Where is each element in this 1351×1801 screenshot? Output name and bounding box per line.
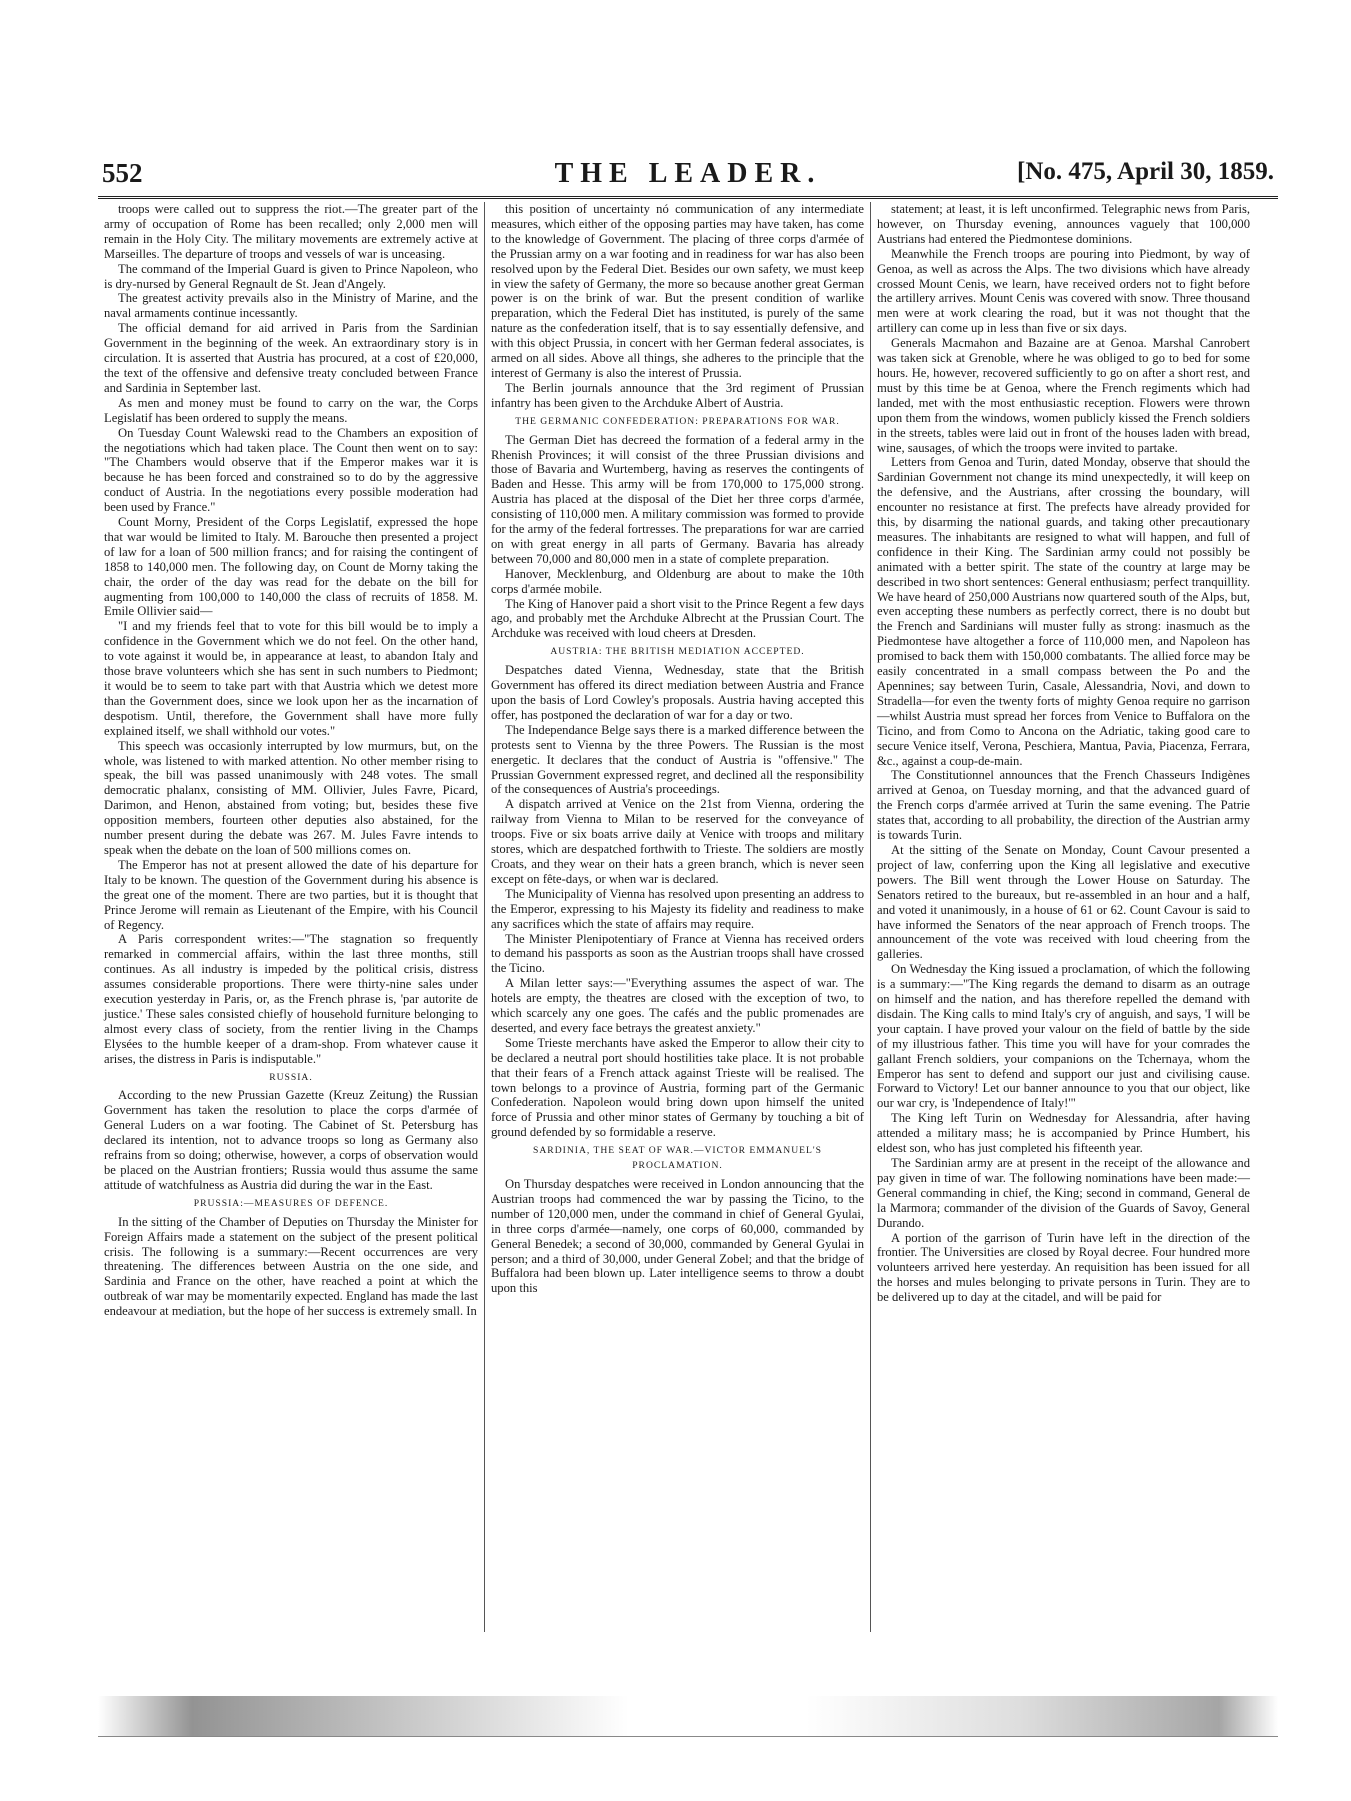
paragraph: Hanover, Mecklenburg, and Oldenburg are about to make the 10th corps d'armée mobile. [491,566,864,596]
paragraph: Some Trieste merchants have asked the Emperor to allow their city to be declared a neutral port should hostilities take place. It is not probable that their fears of a French attack against Trieste will be realised. The town belongs to a province of Austria, forming part of the Germanic Confederation. Napoleon would bring down upon himself the united force of Prussia and other minor states of Germany by touching a bit of ground defended by so formidable a reserve. [491,1035,864,1140]
issue-date: [No. 475, April 30, 1859. [1017,158,1274,185]
paragraph: The Sardinian army are at present in the receipt of the allowance and pay given in time of war. The following nominations have been made:—General commanding in chief, the King; second in command, General de la Marmora; commander of the division of the Guards of Savoy, General Durando. [877,1156,1250,1230]
section-heading-russia: RUSSIA. [269,1071,313,1083]
newspaper-page [98,0,1278,1801]
columns [98,202,1278,1632]
paragraph: On Tuesday Count Walewski read to the Chambers an exposition of the negotiations which had taken place. The Count then went on to say: "The Chambers would observe that if the Emperor makes war it is because he has been forced and constrained so to do by the aggressive conduct of Austria. In the negotiations every possible moderation had been used by France." [104,425,478,515]
paragraph: A dispatch arrived at Venice on the 21st from Vienna, ordering the railway from Vienna to Milan to be reserved for the conveyance of troops. Five or six boats arrive daily at Venice with troops and military stores, which are despatched forthwith to Trieste. The soldiers are mostly Croats, and they wear on their hats a green branch, which is never seen except on fête-days, or when war is declared. [491,797,864,886]
section-heading-prussia: PRUSSIA:—MEASURES OF DEFENCE. [193,1197,389,1209]
header-rule [98,196,1278,199]
paragraph: troops were called out to suppress the riot.—The greater part of the army of occupation of Rome has been recalled; only 2,000 men will remain in the Holy City. The military movements are extremely active at Marseilles. The departure of troops and vessels of war is unceasing. [104,202,478,261]
section-heading-sardinia: SARDINIA, THE SEAT OF WAR.—VICTOR EMMANUEL'S PROCLAMATION. [533,1145,822,1172]
paragraph: In the sitting of the Chamber of Deputies on Thursday the Minister for Foreign Affairs made a statement on the subject of the present political crisis. The following is a summary:—Recent occurrences are very threatening. The differences between Austria on the one side, and Sardinia and France on the other, have reached a point at which the outbreak of war may be momentarily expected. England has made the last endeavour at mediation, but the hope of her success is extremely small. In [104,1214,478,1319]
paragraph: The Constitutionnel announces that the French Chasseurs Indigènes arrived at Genoa, on Tuesday morning, and that the advanced guard of the French corps d'armée arrived at Turin the same evening. The Patrie states that, according to all probability, the direction of the Austrian army is towards Turin. [877,768,1250,843]
paragraph: Count Morny, President of the Corps Legislatif, expressed the hope that war would be limited to Italy. M. Barouche then presented a project of law for a loan of 500 million francs; and for raising the contingent of 1858 to 140,000 men. The following day, on Count de Morny taking the chair, the order of the day was read for the debate on the bill for augmenting from 100,000 to 140,000 the class of recruits of 1858. M. Emile Ollivier said— [104,515,478,619]
column-1 [98,202,484,1632]
paragraph: The Minister Plenipotentiary of France at Vienna has received orders to demand his passports as soon as the Austrian troops shall have crossed the Ticino. [491,931,864,976]
paragraph: The German Diet has decreed the formation of a federal army in the Rhenish Provinces; it will consist of the three Prussian divisions and those of Bavaria and Wurtemberg, having as reserves the contingents of Baden and Hesse. This army will be from 170,000 to 175,000 strong. Austria has placed at the disposal of the Diet her three corps d'armée, consisting of 110,000 men. A military commission was formed to provide for the army of the federal fortresses. The preparations for war are carried on with great energy in all parts of Germany. Bavaria has already between 70,000 and 80,000 men in a state of complete preparation. [491,432,864,566]
paragraph: On Thursday despatches were received in London announcing that the Austrian troops had commenced the war by passing the Ticino, to the number of 120,000 men, under the command in chief of General Gyulai, in three corps d'armée—namely, one corps of 60,000, commanded by General Benedek; a second of 30,000, commanded by General Gyulai in person; and a third of 30,000, under General Zobel; and that the bridge of Buffalora had been blown up. Later intelligence seems to throw a doubt upon this [491,1177,864,1296]
page-number: 552 [102,158,143,188]
paragraph: The command of the Imperial Guard is given to Prince Napoleon, who is dry-nursed by General Regnault de St. Jean d'Angely. [104,261,478,291]
paragraph: As men and money must be found to carry on the war, the Corps Legislatif has been ordered to supply the means. [104,395,478,425]
paragraph: this position of uncertainty nó communication of any intermediate measures, which either of the opposing parties may have taken, has come to the knowledge of Government. The placing of three corps d'armée of the Prussian army on a war footing and in readiness for war has also been resolved upon by the Federal Diet. Besides our own safety, we must keep in view the safety of Germany, the more so because another great German power is on the brink of war. But the present condition of warlike preparation, which the Federal Diet has instituted, is purely of the same nature as the confederation itself, that is to say essentially defensive, and with this object Prussia, in concert with her German federal associates, is armed on all sides. Above all things, she adheres to the principle that the interest of Germany is also the interest of Prussia. [491,202,864,380]
paragraph: At the sitting of the Senate on Monday, Count Cavour presented a project of law, conferring upon the King all legislative and executive powers. The Bill went through the Lower House on Saturday. The Senators retired to the bureaux, but re-assembled in an hour and a half, and voted it unanimously, in a house of 61 or 62. Count Cavour is said to have informed the Senators of the near approach of French troops. The announcement of the vote was received with loud cheering from the galleries. [877,842,1250,962]
paragraph: Generals Macmahon and Bazaine are at Genoa. Marshal Canrobert was taken sick at Grenoble, where he was obliged to go to bed for some hours. He, however, recovered sufficiently to go on after a short rest, and must by this time be at Genoa, where the French regiments which had landed, met with the most enthusiastic reception. Flowers were thrown upon them from the windows, women publicly kissed the French soldiers in the streets, tables were laid out in front of the houses laden with bread, wine, sausages, of which the troops were invited to partake. [877,336,1250,455]
paragraph: Meanwhile the French troops are pouring into Piedmont, by way of Genoa, as well as across the Alps. The two divisions which have already crossed Mount Cenis, we learn, have received orders not to fight before the artillery arrives. Mount Cenis was covered with snow. Three thousand men were at work clearing the road, but it was not thought that the artillery can come up in less than five or six days. [877,246,1250,336]
paragraph: The official demand for aid arrived in Paris from the Sardinian Government in the beginning of the week. An extraordinary story is in circulation. It is asserted that Austria has procured, at a cost of £20,000, the text of the offensive and defensive treaty concluded between France and Sardinia in September last. [104,321,478,395]
paragraph: The greatest activity prevails also in the Ministry of Marine, and the naval armaments continue incessantly. [104,291,478,321]
paragraph: Despatches dated Vienna, Wednesday, state that the British Government has offered its direct mediation between Austria and France upon the basis of Lord Cowley's proposals. Austria having accepted this offer, has postponed the declaration of war for a day or two. [491,663,864,722]
paragraph: "I and my friends feel that to vote for this bill would be to imply a confidence in the Government which we do not feel. On the other hand, to vote against it would be, in appearance at least, to abandon Italy and those brave volunteers which she has sent in such numbers to Piedmont; it would be to seem to take part with that Austria which we detest more than the Government does, since we look upon her as the incarnation of despotism. Until, therefore, the Government shall have more fully explained itself, we shall withhold our votes." [104,619,478,738]
paragraph: A portion of the garrison of Turin have left in the direction of the frontier. The Universities are closed by Royal decree. Four hundred more volunteers arrived here yesterday. An requisition has been issued for all the horses and mules belonging to private persons in Turin. They are to be delivered up to day at the citadel, and will be paid for [877,1230,1250,1305]
paragraph: This speech was occasionly interrupted by low murmurs, but, on the whole, was listened to with marked attention. No other member rising to speak, the bill was passed unanimously with 248 votes. The small democratic phalanx, consisting of MM. Ollivier, Jules Favre, Picard, Darimon, and Henon, abstained from voting; but, besides these five opposition members, fourteen other deputies also abstained, for the number present during the debate was 267. M. Jules Favre intends to speak when the debate on the loan of 500 millions comes on. [104,738,478,857]
paragraph: statement; at least, it is left unconfirmed. Telegraphic news from Paris, however, on Thursday evening, announces vaguely that 100,000 Austrians had entered the Piedmontese dominions. [877,202,1250,246]
paragraph: The King left Turin on Wednesday for Alessandria, after having attended a military mass; he is accompanied by Prince Humbert, his eldest son, who has just completed his fifteenth year. [877,1111,1250,1156]
paragraph: According to the new Prussian Gazette (Kreuz Zeitung) the Russian Government has taken the resolution to place the corps d'armée of General Luders on a war footing. The Cabinet of St. Petersburg has declared its intention, not to advance troops so long as Germany also refrains from so doing; otherwise, however, a corps of observation would be placed on the Austrian frontiers; Russia would thus assume the same attitude of watchfulness as Austria did during the war in the East. [104,1088,478,1192]
masthead [98,158,1278,200]
column-2 [484,202,870,1632]
paragraph: A Milan letter says:—"Everything assumes the aspect of war. The hotels are empty, the theatres are closed with the exception of two, to which scarcely any one goes. The cafés and the public promenades are deserted, and every face betrays the greatest anxiety." [491,976,864,1035]
paragraph: The Municipality of Vienna has resolved upon presenting an address to the Emperor, expressing to his Majesty its fidelity and readiness to make any sacrifices which the state of affairs may require. [491,886,864,931]
paragraph: The Emperor has not at present allowed the date of his departure for Italy to be known. The question of the Government during his absence is the great one of the moment. There are two parties, but it is thought that Prince Jerome will remain as Lieutenant of the Empire, with his Council of Regency. [104,857,478,932]
paragraph: The Berlin journals announce that the 3rd regiment of Prussian infantry has been given to the Archduke Albert of Austria. [491,380,864,410]
column-3 [870,202,1256,1632]
paragraph: Letters from Genoa and Turin, dated Monday, observe that should the Sardinian Government not change its mind unexpectedly, it will keep on the defensive, and the Austrians, after crossing the boundary, will encounter no resistance at first. The prefects have already provided for this, by disarming the national guards, and taking other precautionary measures. The inhabitants are resigned to what will happen, and full of confidence in their King. The Sardinian army could not possibly be animated with a better spirit. The state of the country at large may be described in two short sentences: General enthusiasm; perfect tranquillity. We have heard of 250,000 Austrians now quartered south of the Alps, but, even accepting these numbers as perfectly correct, there is no doubt but the French and Sardinians will muster fully as strong: inasmuch as the Piedmontese have altogether a force of 110,000 men, and Napoleon has promised to back them with 150,000 combatants. The allied force may be easily concentrated in a small compass between the Po and the Apennines; say between Turin, Casale, Alessandria, Novi, and down to Stradella—for even the twenty forts of mighty Genoa require no garrison—whilst Austria must spread her forces from Venice to Buffalora on the Ticino, and from Como to Ancona on the Adriatic, taking good care to secure Venice itself, Verona, Peschiera, Mantua, Pavia, Piacenza, Ferrara, &c., against a coup-de-main. [877,455,1250,768]
newspaper-title: THE LEADER. [554,158,822,189]
paragraph: The Independance Belge says there is a marked difference between the protests sent to Vienna by the three Powers. The Russian is the most energetic. It declares that the conduct of Austria is "offensive." The Prussian Government expressed regret, and declined all the responsibility of the consequences of Austria's proceedings. [491,722,864,797]
paragraph: A Paris correspondent writes:—"The stagnation so frequently remarked in commercial affairs, within the last three months, still continues. As all industry is impeded by the political crisis, distress assumes considerable proportions. There were thirty-nine sales under execution yesterday in Paris, or, as the French phrase is, 'par autorite de justice.' These sales consisted chiefly of household furniture belonging to almost every class of society, from the rentier living in the Champs Elysées to the humble keeper of a dram-shop. From whatever cause it arises, the distress in Paris is indisputable." [104,932,478,1066]
section-heading-germanic-confederation: THE GERMANIC CONFEDERATION: PREPARATIONS FOR WAR. [515,415,840,427]
scan-smudge [98,1696,1278,1737]
section-heading-austria: AUSTRIA: THE BRITISH MEDIATION ACCEPTED. [550,646,805,658]
paragraph: The King of Hanover paid a short visit to the Prince Regent a few days ago, and probably met the Archduke Albrecht at the Prussian Court. The Archduke was received with loud cheers at Dresden. [491,596,864,641]
paragraph: On Wednesday the King issued a proclamation, of which the following is a summary:—"The King regards the demand to disarm as an outrage on himself and the nation, and has therefore repelled the demand with disdain. The King calls to mind Italy's cry of anguish, and says, 'I will be your captain. I have proved your valour on the field of battle by the side of my illustrious father. This time you will have for your comrades the gallant French soldiers, your companions on the Tchernaya, whom the Emperor has sent to defend and support our just and civilising cause. Forward to Victory! Let our banner announce to you that our object, like our war cry, is 'Independence of Italy!'" [877,962,1250,1111]
